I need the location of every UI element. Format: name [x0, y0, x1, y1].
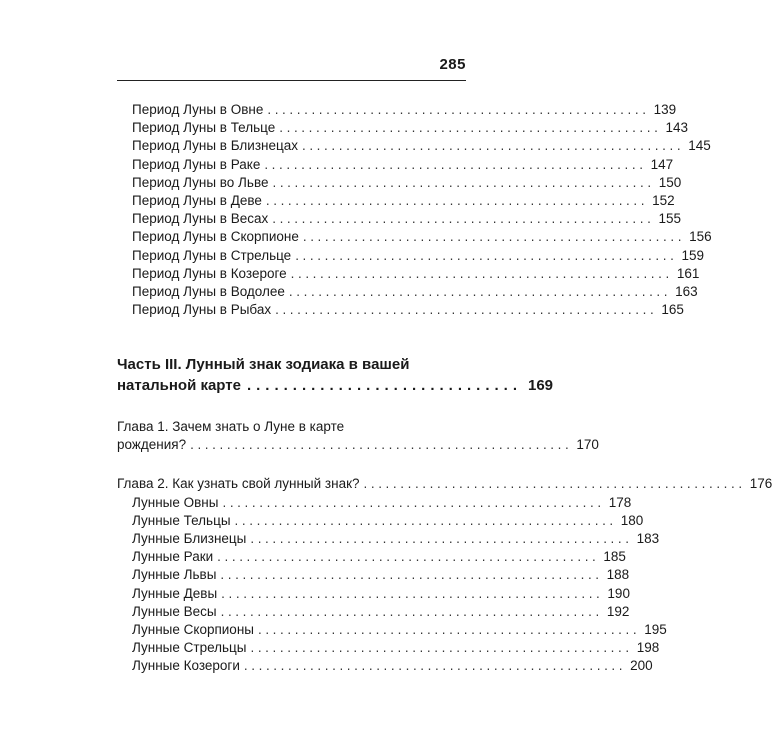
toc-entry: [117, 530, 660, 548]
toc-entry-page: 152: [652, 192, 675, 208]
toc-entry-page: 150: [658, 174, 682, 190]
chapter-1-title-line1: Глава 1. Зачем знать о Луне в карте: [117, 419, 345, 435]
toc-entry-label: Период Луны в Рыбах: [132, 302, 272, 318]
chapter-1-title-line2: рождения?: [117, 437, 187, 453]
toc-entry-page: 163: [675, 283, 698, 299]
toc-entry-page: 155: [658, 211, 681, 227]
toc-entry-label: Лунные Козероги: [132, 658, 240, 674]
dot-leader: ..............................: [246, 377, 522, 395]
dot-leader: ....................................................: [250, 531, 633, 546]
dot-leader: ....................................................: [220, 567, 603, 583]
toc-entry-label: Лунные Тельцы: [132, 512, 231, 528]
toc-entry-label: Лунные Скорпионы: [132, 621, 254, 637]
toc-entry-label: Лунные Львы: [132, 567, 217, 583]
dot-leader: ....................................................: [190, 437, 573, 453]
toc-entry-page: 178: [608, 494, 632, 510]
dot-leader: ....................................................: [234, 512, 617, 528]
toc-entry-label: Период Луны в Овне: [132, 102, 264, 117]
dot-leader: ....................................................: [363, 476, 746, 492]
toc-entry-page: 192: [606, 603, 630, 619]
toc-entry-label: Период Луны в Стрельце: [132, 247, 292, 263]
toc-entry-label: Лунные Весы: [132, 603, 217, 619]
toc-entry: [117, 137, 711, 155]
toc-entry-label: Период Луны в Тельце: [132, 120, 276, 136]
dot-leader: ....................................................: [272, 211, 655, 227]
toc-entry-page: 190: [607, 585, 630, 601]
toc-entry-label: Период Луны в Козероге: [132, 265, 287, 281]
toc-entry-page: 200: [630, 658, 653, 674]
table-of-contents: [117, 101, 772, 676]
chapter-2-title: Глава 2. Как узнать свой лунный знак?: [117, 476, 360, 492]
toc-entry-page: 156: [689, 229, 712, 245]
toc-entry-label: Период Луны в Скорпионе: [132, 229, 299, 245]
chapter-2-entry: [117, 475, 772, 493]
toc-entry-label: Период Луны в Раке: [132, 156, 261, 172]
page-number: 285: [439, 56, 466, 73]
toc-entry: [117, 156, 674, 174]
header-rule: [117, 80, 466, 81]
toc-entry: [117, 566, 630, 584]
dot-leader: ....................................................: [243, 658, 627, 674]
chapter-1-entry: [117, 417, 599, 454]
part-heading: [117, 354, 554, 396]
dot-leader: ....................................................: [272, 174, 655, 190]
dot-leader: ....................................................: [221, 585, 604, 601]
toc-entry-page: 147: [650, 156, 674, 172]
dot-leader: ....................................................: [265, 192, 649, 208]
toc-entry-page: 145: [688, 138, 711, 154]
toc-entry: [117, 436, 599, 454]
toc-entry-label: Лунные Близнецы: [132, 531, 247, 546]
toc-entry-label: Лунные Овны: [132, 494, 219, 510]
toc-entry-page: 185: [603, 549, 626, 565]
toc-entry: [117, 494, 632, 512]
dot-leader: ....................................................: [301, 138, 685, 154]
moon-periods-list: [117, 101, 712, 319]
chapter-2-page: 176: [749, 476, 772, 492]
dot-leader: ....................................................: [302, 229, 686, 245]
toc-entry-label: Период Луны в Деве: [132, 192, 262, 208]
toc-entry-label: Период Луны в Водолее: [132, 283, 285, 299]
toc-entry: [117, 548, 626, 566]
dot-leader: ....................................................: [295, 247, 678, 263]
toc-entry-page: 188: [606, 567, 630, 583]
part-title-line1: Часть III. Лунный знак зодиака в вашей: [117, 356, 410, 374]
toc-entry: [117, 192, 675, 210]
toc-entry-label: Период Луны во Льве: [132, 174, 269, 190]
toc-entry: [117, 621, 667, 639]
toc-entry-page: 195: [644, 621, 667, 637]
toc-entry: [117, 639, 660, 657]
dot-leader: ....................................................: [279, 120, 662, 136]
toc-entry: [117, 228, 712, 246]
toc-entry: [117, 603, 630, 621]
part-page: 169: [528, 377, 554, 395]
toc-entry-label: Период Луны в Весах: [132, 211, 269, 227]
dot-leader: ....................................................: [290, 265, 673, 281]
toc-entry-page: 139: [653, 102, 677, 117]
toc-entry: [117, 283, 698, 301]
toc-entry: [117, 101, 677, 119]
toc-entry-page: 159: [681, 247, 704, 263]
part-title-line2: натальной карте: [117, 377, 241, 395]
toc-entry-label: Лунные Стрельцы: [132, 640, 247, 656]
toc-entry: [117, 210, 681, 228]
toc-entry: [117, 512, 644, 530]
toc-entry-page: 180: [620, 512, 644, 528]
toc-entry-label: Лунные Раки: [132, 549, 214, 565]
toc-entry-page: 161: [676, 265, 700, 281]
dot-leader: ....................................................: [222, 494, 605, 510]
toc-entry-label: Лунные Девы: [132, 585, 218, 601]
dot-leader: ....................................................: [257, 621, 641, 637]
toc-entry-label: Период Луны в Близнецах: [132, 138, 298, 154]
chapter-1-page: 170: [576, 437, 599, 453]
toc-entry: [117, 247, 704, 265]
dot-leader: ....................................................: [275, 302, 658, 318]
dot-leader: ....................................................: [267, 102, 650, 117]
toc-entry: [117, 301, 684, 319]
toc-entry-page: 183: [636, 531, 660, 546]
dot-leader: ....................................................: [288, 283, 672, 299]
toc-entry: [117, 585, 630, 603]
dot-leader: ....................................................: [217, 549, 600, 565]
toc-entry: [117, 265, 700, 283]
toc-entry-page: 198: [636, 640, 660, 656]
dot-leader: ....................................................: [250, 640, 633, 656]
dot-leader: ....................................................: [264, 156, 647, 172]
toc-entry: [117, 119, 689, 137]
toc-entry: [117, 657, 653, 675]
toc-entry: [117, 174, 682, 192]
toc-entry-page: 165: [661, 302, 684, 318]
dot-leader: ....................................................: [220, 603, 603, 619]
lunar-signs-list: [117, 494, 667, 676]
toc-entry-page: 143: [665, 120, 689, 136]
